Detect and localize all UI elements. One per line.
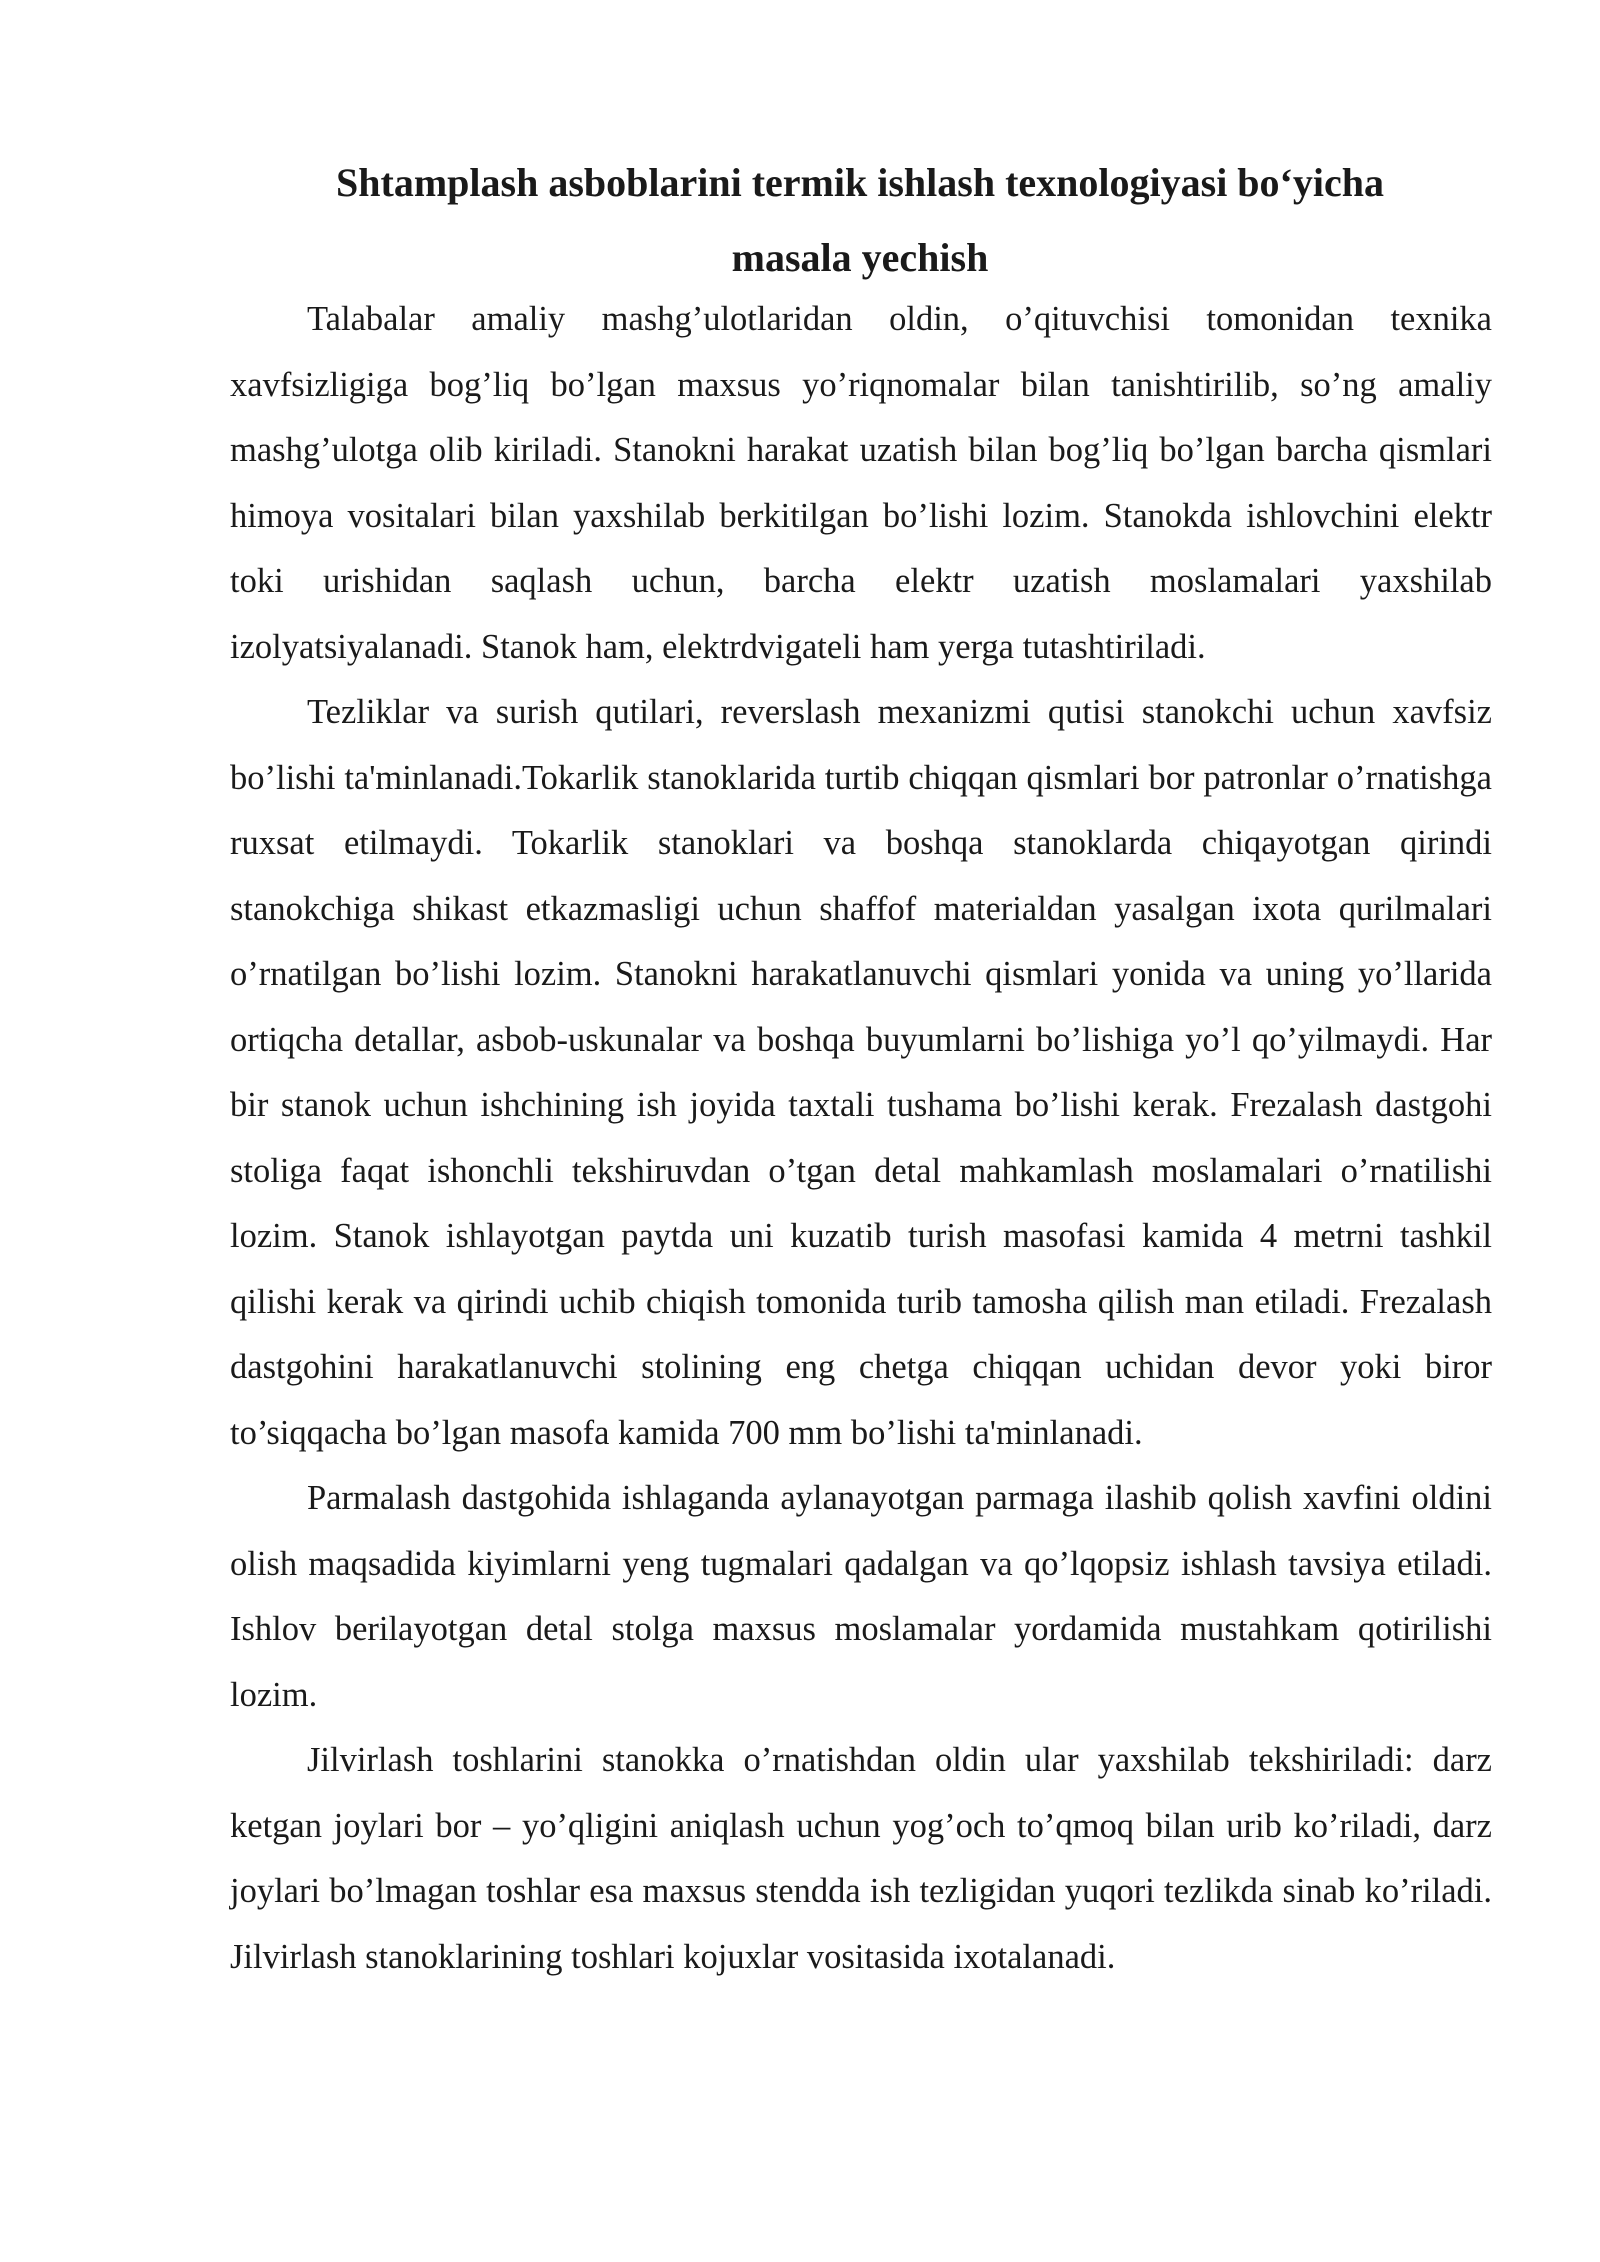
paragraph-drilling-safety: Parmalash dastgohida ishlaganda aylanayotgan parmaga ilashib qolish xavfini oldini olish maqsadida kiyimlarni yeng tugmalari qadalgan va qo’lqopsiz ishlash tavsiya etiladi. Ishlov berilayotgan detal stolga maxsus moslamalar yordamida mustahkam qotirilishi lozim. [230, 1479, 1492, 1714]
title-line-2: masala yechish [731, 235, 989, 280]
document-title [230, 145, 1490, 295]
title-line-1: Shtamplash asboblarini termik ishlash texnologiyasi bo‘yicha [336, 160, 1384, 205]
paragraph-lathe-milling-safety: Tezliklar va surish qutilari, reverslash mexanizmi qutisi stanokchi uchun xavfsiz bo’lishi ta'minlanadi.Tokarlik stanoklarida turtib chiqqan qismlari bor patronlar o’rnatishga ruxsat etilmaydi. Tokarlik stanoklari va boshqa stanoklarda chiqayotgan qirindi stanokchiga shikast etkazmasligi uchun shaffof materialdan yasalgan ixota qurilmalari o’rnatilgan bo’lishi lozim. Stanokni harakatlanuvchi qismlari yonida va uning yo’llarida ortiqcha detallar, asbob-uskunalar va boshqa buyumlarni bo’lishiga yo’l qo’yilmaydi. Har bir stanok uchun ishchining ish joyida taxtali tushama bo’lishi kerak. Frezalash dastgohi stoliga faqat ishonchli tekshiruvdan o’tgan detal mahkamlash moslamalari o’rnatilishi lozim. Stanok ishlayotgan paytda uni kuzatib turish masofasi kamida 4 metrni tashkil qilishi kerak va qirindi uchib chiqish tomonida turib tamosha qilish man etiladi. Frezalash dastgohini harakatlanuvchi stolining eng chetga chiqqan uchidan devor yoki biror to’siqqacha bo’lgan masofa kamida 700 mm bo’lishi ta'minlanadi. [230, 693, 1492, 1452]
paragraph-grinding-safety: Jilvirlash toshlarini stanokka o’rnatishdan oldin ular yaxshilab tekshiriladi: darz ketgan joylari bor – yo’qligini aniqlash uchun yog’och to’qmoq bilan urib ko’riladi, darz joylari bo’lmagan toshlar esa maxsus stendda ish tezligidan yuqori tezlikda sinab ko’riladi. Jilvirlash stanoklarining toshlari kojuxlar vositasida ixotalanadi. [230, 1741, 1492, 1976]
document-body [230, 287, 1492, 1990]
paragraph-safety-briefing: Talabalar amaliy mashg’ulotlaridan oldin, o’qituvchisi tomonidan texnika xavfsizligiga bog’liq bo’lgan maxsus yo’riqnomalar bilan tanishtirilib, so’ng amaliy mashg’ulotga olib kiriladi. Stanokni harakat uzatish bilan bog’liq bo’lgan barcha qismlari himoya vositalari bilan yaxshilab berkitilgan bo’lishi lozim. Stanokda ishlovchini elektr toki urishidan saqlash uchun, barcha elektr uzatish moslamalari yaxshilab izolyatsiyalanadi. Stanok ham, elektrdvigateli ham yerga tutashtiriladi. [230, 300, 1492, 666]
